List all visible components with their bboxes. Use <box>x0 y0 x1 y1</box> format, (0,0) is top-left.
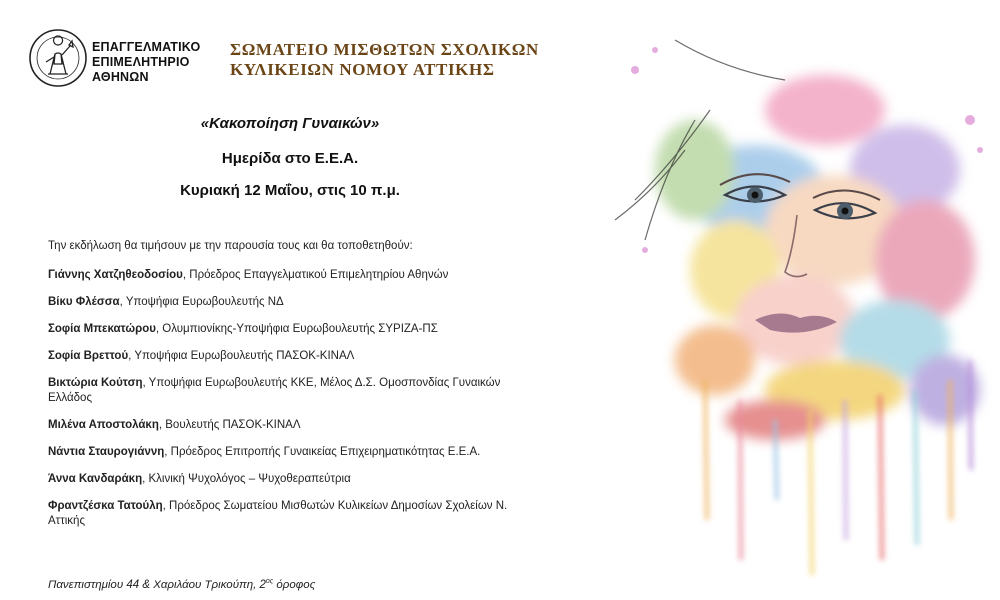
intro-text: Την εκδήλωση θα τιμήσουν με την παρουσία τους και θα τοποθετηθούν: <box>48 240 413 252</box>
speaker-item <box>48 418 528 433</box>
chamber-name-line: ΑΘΗΝΩΝ <box>92 70 149 84</box>
event-title: «Κακοποίηση Γυναικών» <box>200 115 380 132</box>
address-superscript: ος <box>265 578 274 585</box>
speaker-role: , Κλινική Ψυχολόγος – Ψυχοθεραπεύτρια <box>142 473 351 485</box>
speaker-item <box>48 472 528 487</box>
speaker-item <box>48 445 528 460</box>
chamber-name-line: ΕΠΑΓΓΕΛΜΑΤΙΚΟ <box>92 40 201 54</box>
speaker-name: Βίκυ Φλέσσα <box>48 296 120 308</box>
union-name <box>230 40 539 80</box>
speaker-item <box>48 295 528 310</box>
event-date: Κυριακή 12 Μαΐου, στις 10 π.μ. <box>180 182 400 199</box>
speaker-role: , Υποψήφια Ευρωβουλευτής ΝΔ <box>119 296 284 308</box>
speaker-name: Σοφία Βρεττού <box>48 350 129 362</box>
speaker-role: , Πρόεδρος Σωματείου Μισθωτών Κυλικείων Δημοσίων Σχολείων Ν. Αττικής <box>48 500 508 527</box>
speaker-name: Άννα Κανδαράκη <box>48 473 143 485</box>
event-subtitle: Ημερίδα στο Ε.Ε.Α. <box>221 150 359 167</box>
speaker-item <box>48 268 528 283</box>
speaker-item <box>48 499 528 529</box>
speaker-name: Φραντζέσκα Τατούλη <box>48 500 163 512</box>
speaker-name: Γιάννης Χατζηθεοδοσίου <box>48 269 183 281</box>
speaker-role: , Υποψήφια Ευρωβουλευτής ΠΑΣΟΚ-ΚΙΝΑΛ <box>128 350 355 362</box>
chamber-name-line: ΕΠΙΜΕΛΗΤΗΡΙΟ <box>92 55 190 69</box>
speaker-name: Σοφία Μπεκατώρου <box>48 323 156 335</box>
speaker-item <box>48 349 528 364</box>
union-name-line: ΚΥΛΙΚΕΙΩΝ ΝΟΜΟΥ ΑΤΤΙΚΗΣ <box>230 60 495 79</box>
speaker-role: , Βουλευτής ΠΑΣΟΚ-ΚΙΝΑΛ <box>158 419 301 431</box>
chamber-name <box>92 40 200 85</box>
speaker-role: , Πρόεδρος Επιτροπής Γυναικείας Επιχειρηματικότητας Ε.Ε.Α. <box>164 446 481 458</box>
chamber-logo <box>28 28 218 90</box>
speaker-item <box>48 322 528 337</box>
speaker-role: , Πρόεδρος Επαγγελματικού Επιμελητηρίου Αθηνών <box>182 269 449 281</box>
address-suffix: όροφος <box>273 578 316 591</box>
speaker-role: , Ολυμπιονίκης-Υποψήφια Ευρωβουλευτής ΣΥΡΙΖΑ-ΠΣ <box>155 323 438 335</box>
speaker-role: , Υποψήφια Ευρωβουλευτής ΚΚΕ, Μέλος Δ.Σ. Ομοσπονδίας Γυναικών Ελλάδος <box>48 377 501 404</box>
speaker-name: Νάντια Σταυρογιάννη <box>48 446 165 458</box>
speaker-name: Μιλένα Αποστολάκη <box>48 419 159 431</box>
watercolor-woman-face-illustration <box>575 0 1000 600</box>
venue-address <box>48 578 315 591</box>
speaker-item <box>48 376 528 406</box>
address-text: Πανεπιστημίου 44 & Χαριλάου Τρικούπη, 2 <box>48 578 266 591</box>
union-name-line: ΣΩΜΑΤΕΙΟ ΜΙΣΘΩΤΩΝ ΣΧΟΛΙΚΩΝ <box>230 40 539 59</box>
speakers-list <box>48 268 528 529</box>
speaker-name: Βικτώρια Κούτση <box>48 377 143 389</box>
promitheas-seal-icon <box>28 28 88 88</box>
